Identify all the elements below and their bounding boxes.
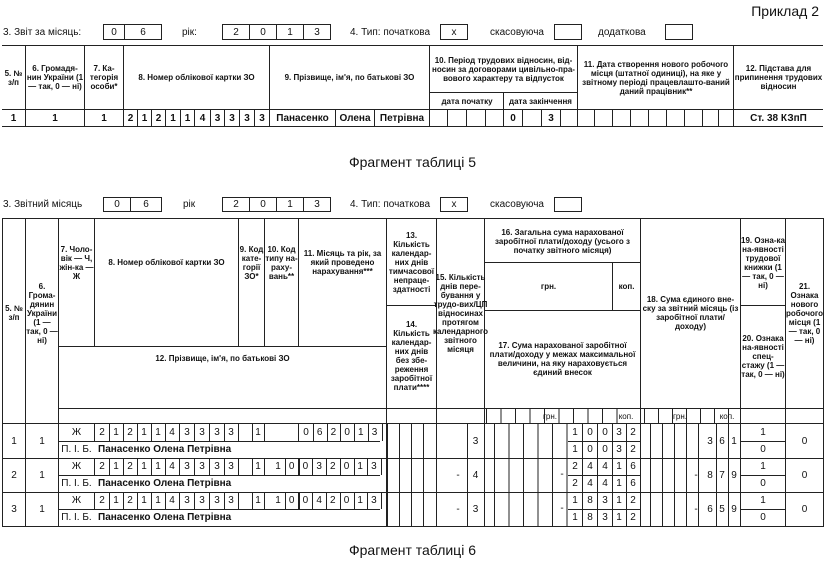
t6-month-digit: 0 <box>343 461 350 472</box>
t5-col-10b-header: дата закінчення <box>509 96 572 106</box>
t5-card-digit: 3 <box>259 112 265 124</box>
t6-pib: Панасенко Олена Петрівна <box>98 512 232 523</box>
t6-card-digit: 2 <box>99 427 105 438</box>
t5-card-digit: 3 <box>244 112 250 124</box>
t6-col-18-header: 18. Сума єдиного вне-ску за звітний місяць (із заробітної плати/доходу) <box>642 295 739 331</box>
t6-fee-digit: 9 <box>731 503 737 515</box>
t6-pib-label: П. І. Б. <box>61 478 92 489</box>
t6-fee-digit: 9 <box>731 469 737 481</box>
t6-row-category: 1 <box>255 461 261 472</box>
t6-col-13-header: 13. Кількість календар-них днів тимчасової непраце-здатності <box>388 231 435 294</box>
t6-card-digit: 3 <box>184 461 190 472</box>
t6-type-label: 4. Тип: початкова <box>350 199 431 210</box>
t6-month-digit: 6 <box>316 427 323 438</box>
t6-card-digit: 1 <box>113 461 119 472</box>
t6-card-digit: 3 <box>184 495 190 506</box>
t6-month-digit: 0 <box>302 461 309 472</box>
t6-fee-digit: 8 <box>707 469 713 481</box>
t6-col-8-header: 8. Номер облікової картки ЗО <box>108 258 225 267</box>
t5-col-5-header: 5. № з/п <box>4 68 23 87</box>
t6-sub-grn-17: грн. <box>542 411 557 421</box>
t5-report-label: 3. Звіт за місяць: <box>3 27 82 38</box>
t6-row-neg: - <box>456 469 460 481</box>
t6-flag-21: 0 <box>801 503 808 515</box>
t6-sum17-digit: 1 <box>572 444 578 455</box>
t5-patronymic: Петрівна <box>379 112 425 124</box>
t5-row-category: 1 <box>101 112 107 124</box>
t6-fee-digit: 6 <box>707 503 713 515</box>
t6-row-days: 3 <box>472 435 479 447</box>
t6-sum17-digit: 3 <box>616 444 622 455</box>
t6-month-digit: 4 <box>316 495 322 506</box>
t6-sum17-digit: 4 <box>602 478 608 489</box>
t6-sum17-digit: 1 <box>572 512 578 523</box>
t6-sum16-digit: 1 <box>616 461 622 472</box>
t6-sum16-digit: 8 <box>587 495 593 506</box>
t6-row-citizen: 1 <box>39 503 45 515</box>
t5-card-digit: 3 <box>229 112 235 124</box>
t6-card-digit: 2 <box>127 461 133 472</box>
t5-card-digit: 2 <box>127 112 134 124</box>
t6-row-n: 3 <box>11 503 17 515</box>
t6-month-digit: 3 <box>371 495 377 506</box>
t6-sub-kop-18: коп. <box>719 411 735 421</box>
t6-month-digit: 0 <box>288 461 295 472</box>
t6-row-citizen: 1 <box>39 435 45 447</box>
t6-month-digit: 0 <box>302 495 309 506</box>
t6-col-16-kop: коп. <box>618 282 635 291</box>
t6-card-digit: 1 <box>141 461 147 472</box>
t6-year-digit: 0 <box>249 197 277 212</box>
t5-card-digit: 1 <box>170 112 176 124</box>
t5-year-label: рік: <box>182 27 197 38</box>
t5-card-digit: 1 <box>141 112 148 124</box>
t6-fee-digit: 7 <box>719 469 725 481</box>
t6-card-digit: 2 <box>99 495 105 506</box>
t6-year-digit: 1 <box>276 197 304 212</box>
t6-col-6-header: 6. Грома-дянин України (1 — так, 0 — ні) <box>26 281 58 345</box>
t6-sum17-digit: 3 <box>602 512 608 523</box>
t6-col-19-header: 19. Озна-ка на-явності трудової книжки (1 — так, 0 — ні) <box>741 235 785 290</box>
t6-sum16-digit: 3 <box>616 427 622 438</box>
t5-type-initial-box: х <box>440 24 468 40</box>
t6-sum17-digit: 0 <box>587 444 593 455</box>
t6-sum16-digit: 0 <box>587 427 593 438</box>
t5-col-9-header: 9. Прізвище, ім'я, по батькові ЗО <box>284 73 415 82</box>
t6-card-digit: 3 <box>199 495 205 506</box>
t6-row-category: 1 <box>255 495 261 506</box>
t5-cancel-label: скасовуюча <box>490 27 544 38</box>
t6-sum17-digit: 2 <box>630 512 636 523</box>
t6-col-12-header: 12. Прізвище, ім'я, по батькові ЗО <box>155 353 290 363</box>
t6-row-days: 3 <box>472 503 479 515</box>
t6-type-initial-box: х <box>440 197 468 212</box>
t6-row-days: 4 <box>472 469 479 481</box>
t5-month-digit: 6 <box>124 24 162 40</box>
t5-card-digit: 4 <box>199 112 206 124</box>
t6-card-digit: 3 <box>214 495 220 506</box>
t6-fee-neg: - <box>694 469 698 481</box>
t6-card-digit: 1 <box>141 495 147 506</box>
example-title: Приклад 2 <box>751 3 819 19</box>
t6-card-digit: 1 <box>141 427 147 438</box>
t5-col-10-header: 10. Період трудових відносин, від-носин за договорами цивільно-пра-вового характеру та відпусток <box>432 55 575 83</box>
t6-sum16-digit: 2 <box>630 495 636 506</box>
t6-sum17-digit: 8 <box>587 512 593 523</box>
t6-col-16-grn: грн. <box>540 282 557 291</box>
t5-end-digit: 0 <box>510 112 516 124</box>
t6-card-digit: 2 <box>127 427 133 438</box>
t6-card-digit: 4 <box>169 461 175 472</box>
t6-month-digit: 1 <box>358 427 364 438</box>
t6-col-14-header: 14. Кількість календар-них днів без збе-реження заробітної плати**** <box>390 320 433 392</box>
t6-flag-20: 0 <box>760 444 766 455</box>
t6-month-digit: 1 <box>275 495 281 506</box>
t6-card-digit: 4 <box>169 427 175 438</box>
t6-sum16-digit: 6 <box>630 461 636 472</box>
t6-sum17-digit: 0 <box>602 444 608 455</box>
t6-card-digit: 1 <box>155 495 161 506</box>
t5-year-digit: 1 <box>276 24 304 40</box>
t6-fee-digit: 3 <box>707 435 713 447</box>
t5-caption: Фрагмент таблиці 5 <box>349 154 476 170</box>
t6-pib-label: П. І. Б. <box>61 444 92 455</box>
t6-col-10-header: 10. Код типу на-раху-вань** <box>265 244 298 281</box>
t6-fee-digit: 5 <box>719 503 725 515</box>
t6-col-9-header: 9. Код кате-горії ЗО* <box>239 244 264 281</box>
t6-fee-digit: 1 <box>731 435 737 447</box>
t6-month-digit: 0 <box>343 495 350 506</box>
t6-sub-kop-17: коп. <box>618 411 634 421</box>
t6-sum16-digit: 4 <box>587 461 593 472</box>
t6-month-digit: 2 <box>330 427 337 438</box>
t6-card-digit: 3 <box>214 461 220 472</box>
t6-flag-20: 0 <box>760 512 766 523</box>
t5-year-digit: 3 <box>303 24 331 40</box>
t6-col-17-header: 17. Сума нарахованої заробітної плати/доходу у межах максимальної величини, на яку нараховується єдиний внесок <box>489 340 636 377</box>
t5-year-digit: 0 <box>249 24 277 40</box>
t6-sum16-digit: 2 <box>572 461 578 472</box>
t6-year-digit: 3 <box>303 197 331 212</box>
t6-col-11-header: 11. Місяць та рік, за який проведено нарахування*** <box>303 249 382 276</box>
t6-month-digit: 3 <box>371 461 377 472</box>
t5-basis: Ст. 38 КЗпП <box>750 112 807 124</box>
t6-flag-21: 0 <box>801 469 808 481</box>
t6-month-digit: 1 <box>275 461 281 472</box>
t6-sum17-digit: 6 <box>630 478 636 489</box>
t6-pib: Панасенко Олена Петрівна <box>98 478 232 489</box>
t6-sum-neg: - <box>560 469 564 480</box>
t5-col-12-header: 12. Підстава для припинення трудових відносин <box>734 64 823 91</box>
t6-sum17-digit: 1 <box>616 512 622 523</box>
t6-card-digit: 4 <box>169 495 175 506</box>
t6-sum16-digit: 1 <box>572 427 578 438</box>
t6-flag-19: 1 <box>760 427 766 438</box>
t6-sum17-digit: 2 <box>572 478 578 489</box>
t5-end-digit: 3 <box>548 112 554 124</box>
t5-col-11-header: 11. Дата створення нового робочого місця (штатної одиниці), на яке у звітному періоді працевлашто-ваний даний працівник** <box>582 59 730 96</box>
t6-month-digit: 0 <box>303 427 309 438</box>
t6-card-digit: 3 <box>199 427 205 438</box>
t5-row-n: 1 <box>10 112 17 124</box>
t6-month-digit: 2 <box>330 461 336 472</box>
t6-card-digit: 1 <box>155 461 161 472</box>
t5-year-digit: 2 <box>222 24 250 40</box>
t6-sum17-digit: 4 <box>587 478 593 489</box>
t6-month-digit: 0 <box>344 427 350 438</box>
t6-col-16-header: 16. Загальна сума нарахованої заробітної плати/доходу (усього з початку звітного місяця) <box>495 227 630 255</box>
t6-pib: Панасенко Олена Петрівна <box>98 444 232 455</box>
t6-sum16-digit: 0 <box>602 427 608 438</box>
t6-row-category: 1 <box>255 427 261 438</box>
t6-card-digit: 2 <box>127 495 133 506</box>
t6-year-label: рік <box>183 199 196 210</box>
t6-year-digit: 2 <box>222 197 250 212</box>
t5-row-citizen: 1 <box>52 112 58 124</box>
t6-sum-neg <box>556 432 568 449</box>
t6-card-digit: 3 <box>228 495 234 506</box>
t6-col-15-header: 15. Кількість днів пере-бування у трудо-вих/ЦП відносинах протягом календарного звітного місяця <box>433 272 488 354</box>
t6-col-20-header: 20. Ознака на-явності спец-стажу (1 — так, 0 — ні) <box>741 333 785 379</box>
t6-card-digit: 3 <box>214 427 220 438</box>
t5-col-7-header: 7. Ка-тегорія особи* <box>89 64 119 91</box>
t6-month-digit: 0 <box>288 495 295 506</box>
t6-row-n: 1 <box>11 435 17 447</box>
t6-sub-grn-18: грн. <box>672 411 687 421</box>
t5-col-6-header: 6. Громадя-нин України (1 — так, 0 — ні) <box>26 64 84 91</box>
t6-sum17-digit: 1 <box>616 478 622 489</box>
t6-row-citizen: 1 <box>39 469 45 481</box>
t6-sum16-digit: 1 <box>616 495 622 506</box>
t6-fee-neg <box>690 424 702 458</box>
t6-sum16-digit: 4 <box>602 461 608 472</box>
t5-add-label: додаткова <box>598 27 646 38</box>
t6-card-digit: 1 <box>113 427 119 438</box>
t6-card-digit: 3 <box>228 461 234 472</box>
t6-row-sex: Ж <box>71 461 82 472</box>
t6-month-digit: 6 <box>130 197 162 212</box>
t6-cancel-label: скасовуюча <box>490 199 544 210</box>
t5-month-digit: 0 <box>103 24 125 40</box>
t6-month-digit: 1 <box>357 495 363 506</box>
t6-row-neg <box>448 424 468 458</box>
t6-col-21-header: 21. Ознака нового робочого місця (1 — так, 0 — ні) <box>785 281 824 345</box>
t6-card-digit: 3 <box>199 461 205 472</box>
t6-sum-neg: - <box>560 503 564 514</box>
t5-type-label: 4. Тип: початкова <box>350 27 431 38</box>
t6-card-digit: 3 <box>228 427 234 438</box>
t6-month-digit: 2 <box>330 495 336 506</box>
t6-flag-19: 1 <box>760 461 766 472</box>
t5-card-digit: 1 <box>184 112 191 124</box>
t6-sum16-digit: 2 <box>630 427 636 438</box>
t6-flag-20: 0 <box>760 478 766 489</box>
t6-fee-digit: 6 <box>719 435 725 447</box>
t6-card-digit: 2 <box>99 461 105 472</box>
t6-card-digit: 3 <box>184 427 190 438</box>
t6-fee-neg: - <box>694 503 698 515</box>
t5-card-digit: 2 <box>155 112 162 124</box>
t6-card-digit: 1 <box>113 495 119 506</box>
t6-month-digit: 0 <box>103 197 131 212</box>
t6-row-sex: Ж <box>71 495 82 506</box>
t6-report-label: 3. Звітний місяць <box>3 199 83 210</box>
t6-month-digit: 3 <box>371 427 378 438</box>
t6-flag-21: 0 <box>801 435 808 447</box>
t6-row-sex: Ж <box>71 427 82 438</box>
t6-col-5-header: 5. № з/п <box>5 304 23 322</box>
t6-caption: Фрагмент таблиці 6 <box>349 542 476 558</box>
t6-row-n: 2 <box>11 469 17 481</box>
t6-row-neg: - <box>456 503 460 515</box>
t5-name: Олена <box>339 112 371 124</box>
t6-col-7-header: 7. Чоло-вік — Ч, жін-ка — Ж <box>59 244 94 281</box>
t6-sum16-digit: 1 <box>572 495 578 506</box>
t5-col-10a-header: дата початку <box>441 96 493 106</box>
t6-sum16-digit: 3 <box>602 495 608 506</box>
t6-month-digit: 3 <box>316 461 322 472</box>
t6-sum17-digit: 2 <box>630 444 636 455</box>
t5-card-digit: 3 <box>214 112 221 124</box>
t6-pib-label: П. І. Б. <box>61 512 92 523</box>
t6-flag-19: 1 <box>760 495 766 506</box>
t5-surname: Панасенко <box>276 112 329 124</box>
t6-month-digit: 1 <box>357 461 363 472</box>
t5-col-8-header: 8. Номер облікової картки ЗО <box>138 73 255 82</box>
t6-card-digit: 1 <box>155 427 161 438</box>
